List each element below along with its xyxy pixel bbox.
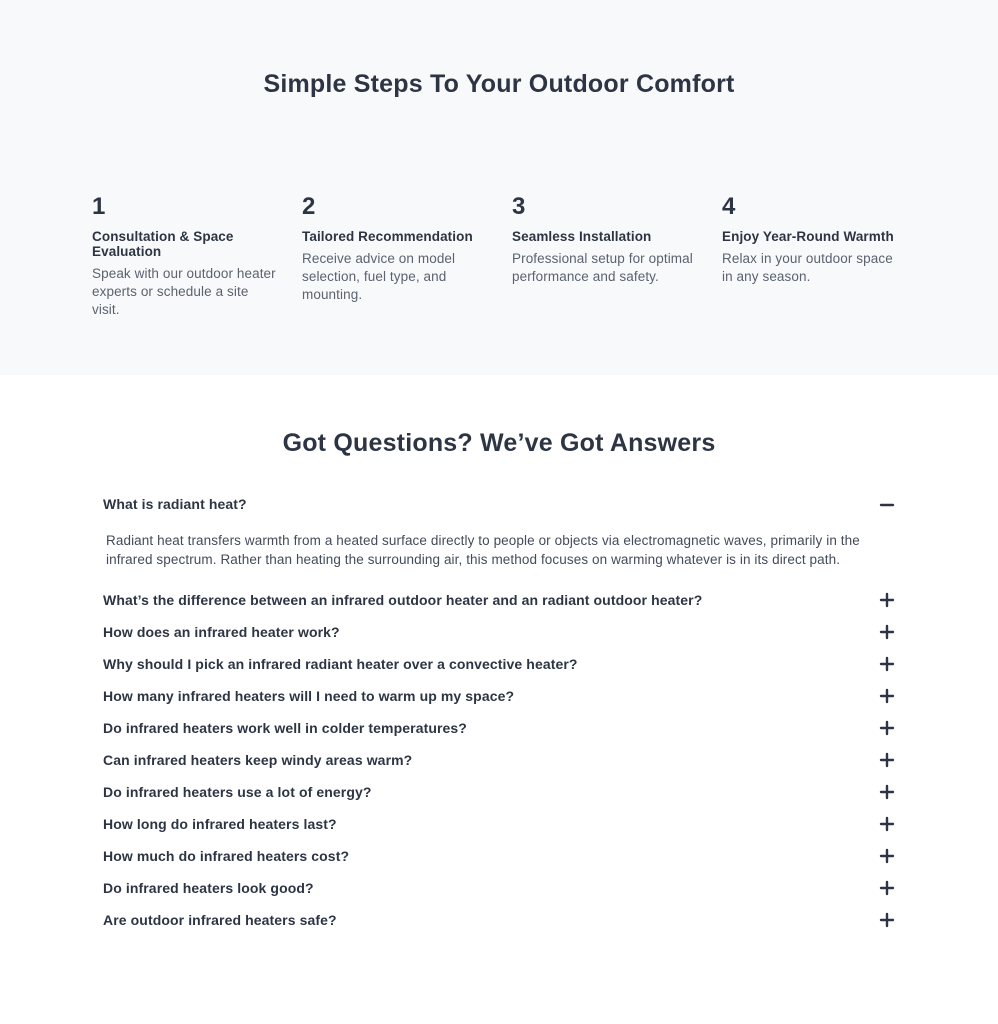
- plus-icon: [879, 592, 895, 608]
- steps-grid: [92, 195, 906, 319]
- faq-question-toggle[interactable]: [103, 744, 895, 776]
- faq-question-text: Do infrared heaters look good?: [103, 879, 314, 896]
- plus-icon: [879, 848, 895, 864]
- faq-question-text: How long do infrared heaters last?: [103, 815, 337, 832]
- step-title: Tailored Recommendation: [302, 229, 473, 244]
- faq-question-text: What is radiant heat?: [103, 496, 247, 513]
- step-item-1: [92, 195, 276, 319]
- faq-question-toggle[interactable]: [103, 680, 895, 712]
- faq-section-title: Got Questions? We’ve Got Answers: [282, 429, 716, 457]
- faq-question-text: Why should I pick an infrared radiant heater over a convective heater?: [103, 655, 578, 672]
- step-item-4: [722, 195, 906, 319]
- faq-item: [103, 744, 895, 776]
- faq-answer-text: Radiant heat transfers warmth from a heated surface directly to people or objects via electromagnetic waves, primarily in the infrared spectrum. Rather than heating the surrounding air, this method focuses on warming whatever is in its direct path.: [106, 533, 860, 567]
- faq-question-toggle[interactable]: [103, 616, 895, 648]
- step-item-2: [302, 195, 486, 319]
- step-title: Seamless Installation: [512, 229, 652, 244]
- faq-question-text: Can infrared heaters keep windy areas warm?: [103, 751, 413, 768]
- faq-question-text: What’s the difference between an infrared outdoor heater and an radiant outdoor heater?: [103, 591, 703, 608]
- step-number: 1: [92, 193, 106, 220]
- step-description: Receive advice on model selection, fuel type, and mounting.: [302, 251, 456, 303]
- step-number: 3: [512, 193, 526, 220]
- faq-item: [103, 489, 895, 569]
- plus-icon: [879, 656, 895, 672]
- steps-section-title: Simple Steps To Your Outdoor Comfort: [263, 70, 735, 98]
- plus-icon: [879, 624, 895, 640]
- faq-question-toggle[interactable]: [103, 776, 895, 808]
- plus-icon: [879, 912, 895, 928]
- plus-icon: [879, 880, 895, 896]
- steps-section: [0, 0, 998, 375]
- plus-icon: [879, 816, 895, 832]
- plus-icon: [879, 688, 895, 704]
- minus-icon: [879, 497, 895, 513]
- faq-item: [103, 808, 895, 840]
- step-description: Speak with our outdoor heater experts or schedule a site visit.: [92, 266, 276, 318]
- plus-icon: [879, 720, 895, 736]
- faq-question-text: Do infrared heaters use a lot of energy?: [103, 783, 372, 800]
- step-title: Consultation & Space Evaluation: [92, 229, 234, 259]
- faq-item: [103, 584, 895, 616]
- faq-section: [0, 375, 998, 1024]
- step-title: Enjoy Year-Round Warmth: [722, 229, 894, 244]
- faq-item: [103, 680, 895, 712]
- faq-question-text: Are outdoor infrared heaters safe?: [103, 911, 337, 928]
- faq-question-toggle[interactable]: [103, 904, 895, 936]
- plus-icon: [879, 784, 895, 800]
- faq-question-toggle[interactable]: [103, 840, 895, 872]
- step-item-3: [512, 195, 696, 319]
- faq-item: [103, 840, 895, 872]
- faq-item: [103, 904, 895, 936]
- faq-question-text: How much do infrared heaters cost?: [103, 847, 350, 864]
- step-description: Relax in your outdoor space in any season.: [722, 251, 893, 285]
- faq-item: [103, 776, 895, 808]
- plus-icon: [879, 752, 895, 768]
- faq-question-toggle[interactable]: [103, 808, 895, 840]
- faq-question-text: How does an infrared heater work?: [103, 623, 340, 640]
- faq-item: [103, 616, 895, 648]
- faq-question-toggle[interactable]: [103, 712, 895, 744]
- faq-question-toggle[interactable]: [103, 489, 895, 521]
- faq-item: [103, 712, 895, 744]
- step-description: Professional setup for optimal performance and safety.: [512, 251, 693, 285]
- faq-item: [103, 872, 895, 904]
- faq-question-text: Do infrared heaters work well in colder temperatures?: [103, 719, 467, 736]
- faq-question-toggle[interactable]: [103, 584, 895, 616]
- faq-item: [103, 648, 895, 680]
- step-number: 2: [302, 193, 316, 220]
- faq-question-toggle[interactable]: [103, 648, 895, 680]
- faq-question-toggle[interactable]: [103, 872, 895, 904]
- step-number: 4: [722, 193, 736, 220]
- faq-question-text: How many infrared heaters will I need to warm up my space?: [103, 687, 515, 704]
- faq-list: [103, 489, 895, 936]
